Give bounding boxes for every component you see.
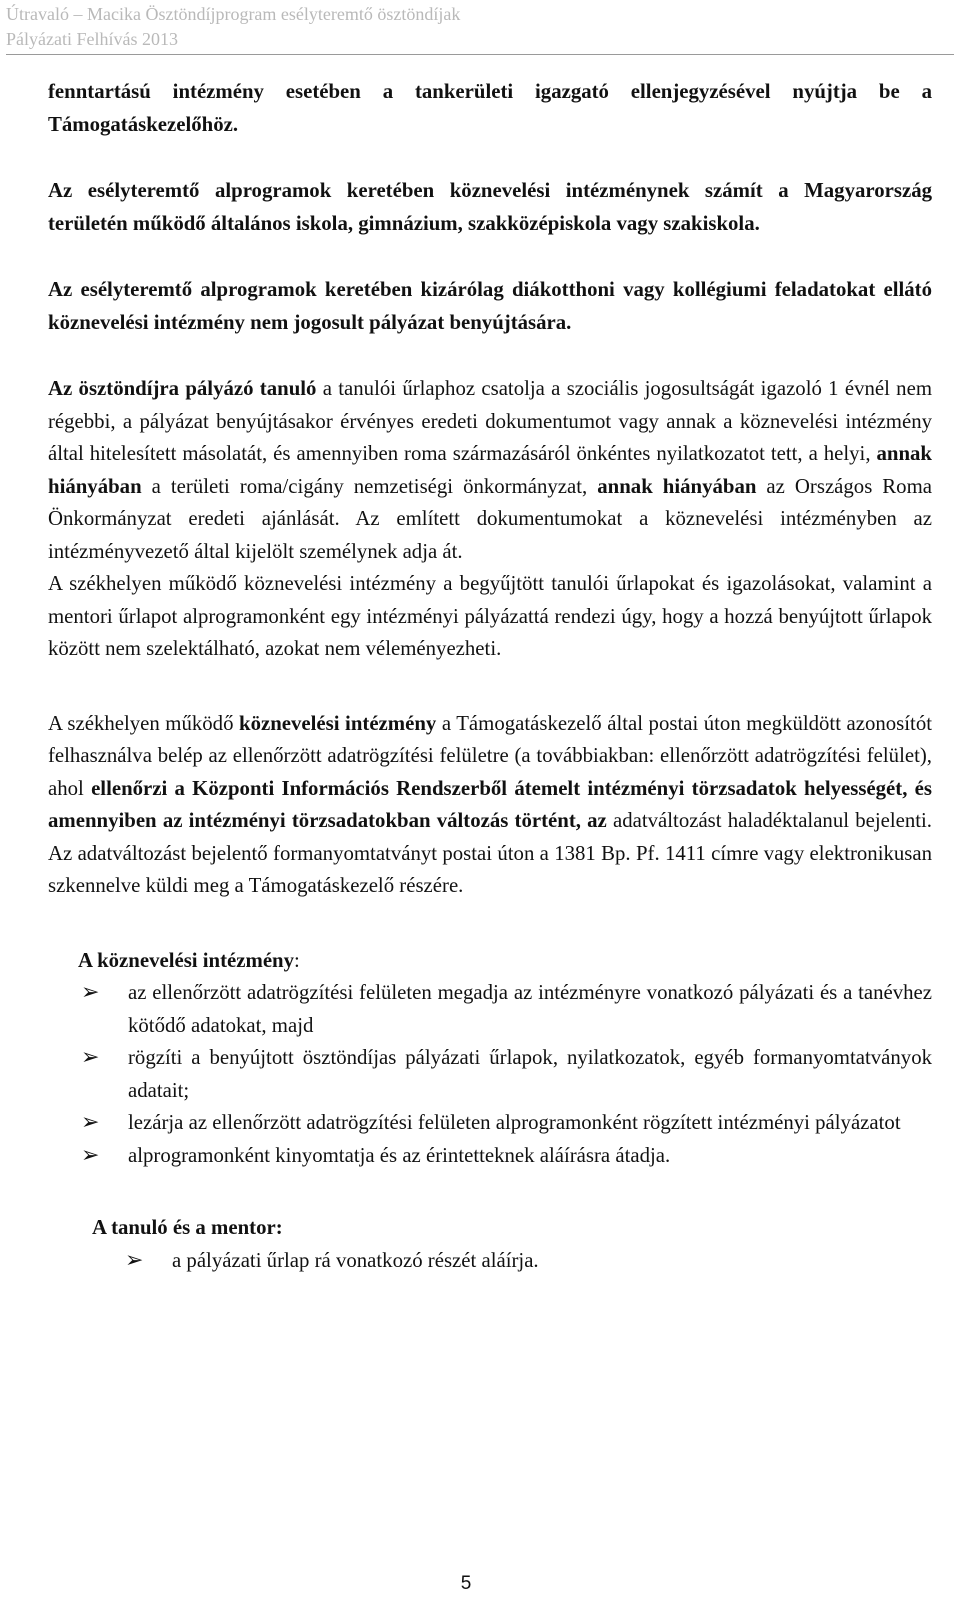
list-item (48, 1140, 932, 1173)
paragraph-text: A székhelyen működő (48, 711, 240, 735)
paragraph-institution-compiles: A székhelyen működő köznevelési intézmény a begyűjtött tanulói űrlapokat és igazolásokat, valamint a mentori űrlapot alprogramonként egy intézményi pályázattá rendezi úgy, hogy a hozzá benyújtott űrlapok között nem szelektálható, azokat nem véleményezheti. (48, 572, 932, 660)
list-item-text: alprogramonként kinyomtatja és az érintetteknek aláírásra átadja. (128, 1143, 671, 1167)
emphasis-text: annak hiányában (48, 442, 932, 498)
paragraph-data-entry (48, 708, 932, 903)
student-applicant-term: Az ösztöndíjra pályázó tanuló (48, 377, 317, 400)
arrow-bullet-icon: ➢ (81, 1142, 100, 1168)
paragraph-ineligible-institutions: Az esélyteremtő alprogramok keretében kizárólag diákotthoni vagy kollégiumi feladatokat ellátó köznevelési intézmény nem jogosult pályázat benyújtására. (48, 278, 932, 334)
arrow-bullet-icon: ➢ (125, 1247, 144, 1273)
list-item (48, 1107, 932, 1140)
paragraph-text: adatváltozást haladéktalanul bejelenti. Az adatváltozást bejelentő formanyomtatványt postai úton a 1381 Bp. Pf. 1411 címre vagy elektronikusan szkennelve küldi meg a Támogatáskezelő részére. (48, 809, 933, 897)
arrow-bullet-icon: ➢ (81, 980, 100, 1005)
emphasis-text: annak hiányában (597, 474, 757, 498)
arrow-bullet-icon: ➢ (81, 1110, 100, 1135)
paragraph-student-documents (48, 373, 932, 568)
list-item (48, 977, 932, 1042)
list-item (48, 1245, 932, 1278)
arrow-bullet-icon: ➢ (81, 1045, 100, 1070)
page-number: 5 (460, 1573, 472, 1594)
institution-label-suffix: : (294, 948, 300, 972)
header-program-title: Útravaló – Macika Ösztöndíjprogram esélyteremtő ösztöndíjak (6, 4, 461, 24)
paragraph-eligible-institutions: Az esélyteremtő alprogramok keretében köznevelési intézménynek számít a Magyarország területén működő általános iskola, gimnázium, szakközépiskola vagy szakiskola. (48, 179, 932, 235)
paragraph-submission: fenntartású intézmény esetében a tankerületi igazgató ellenjegyzésével nyújtja be a Támogatáskezelőhöz. (48, 80, 932, 136)
page-header (6, 2, 954, 55)
student-section-label: A tanuló és a mentor: (92, 1216, 283, 1239)
list-item (48, 1042, 932, 1107)
list-item-text: az ellenőrzött adatrögzítési felületen megadja az intézményre vonatkozó pályázati és a tanévhez kötődő adatokat, majd (128, 981, 932, 1037)
student-task-list (48, 1245, 932, 1278)
institution-label-text: A köznevelési intézmény (78, 948, 295, 972)
paragraph-text: a tanulói űrlaphoz csatolja a szociális jogosultságát igazoló 1 évnél nem régebbi, a pályázat benyújtásakor érvényes eredeti dokumentumot vagy annak a köznevelési intézmény által hitelesített másolatát, és amennyiben roma származásáról önkéntes nyilatkozatot tett, a helyi, (48, 377, 932, 465)
paragraph-text: a Támogatáskezelő által postai úton megküldött azonosítót felhasználva belép az ellenőrzött adatrögzítési felületre (a továbbiakban: ellenőrzött adatrögzítési felület), ahol (48, 711, 933, 800)
list-item-text: rögzíti a benyújtott ösztöndíjas pályázati űrlapok, nyilatkozatok, egyéb formanyomtatványok adatait; (128, 1046, 932, 1102)
paragraph-text: a területi roma/cigány nemzetiségi önkormányzat, (141, 474, 598, 498)
emphasis-text: ellenőrzi a Központi Információs Rendszerből átemelt intézményi törzsadatok helyességét, és amennyiben az intézményi törzsadatokban változás történt, az (48, 776, 932, 832)
header-call-title: Pályázati Felhívás 2013 (6, 29, 178, 49)
institution-section-label (78, 945, 932, 978)
list-item-text: lezárja az ellenőrzött adatrögzítési felületen alprogramonként rögzített intézményi pályázatot (128, 1111, 901, 1134)
institution-task-list (48, 977, 932, 1172)
list-item-text: a pályázati űrlap rá vonatkozó részét aláírja. (172, 1248, 539, 1272)
document-body (48, 76, 932, 1277)
paragraph-text: az Országos Roma Önkormányzat eredeti ajánlását. Az említett dokumentumokat a köznevelési intézményben az intézményvezető által kijelölt személynek adja át. (48, 474, 932, 563)
emphasis-text: köznevelési intézmény (239, 711, 437, 735)
